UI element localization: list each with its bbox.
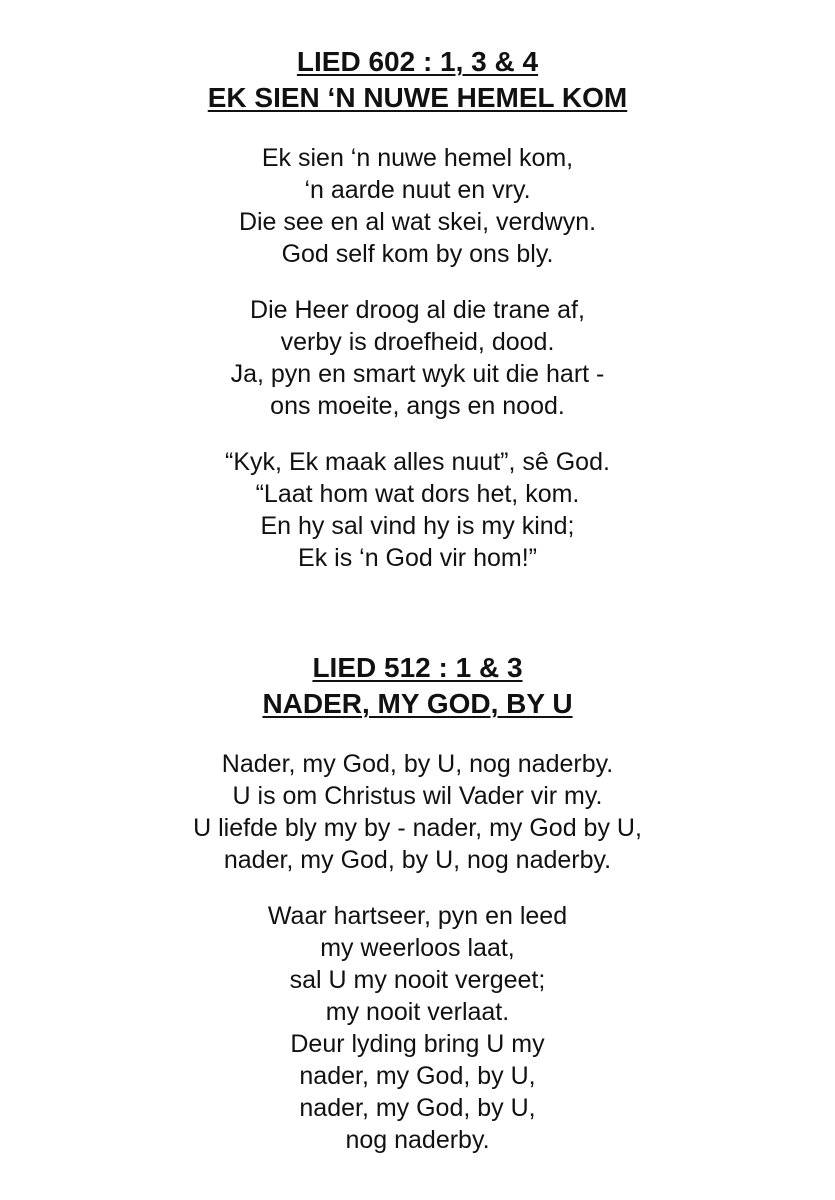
verse-line: my weerloos laat,	[320, 934, 515, 962]
verse-line: En hy sal vind hy is my kind;	[260, 512, 575, 540]
verse-line: U liefde bly my by - nader, my God by U,	[193, 814, 642, 842]
song-title: NADER, MY GOD, BY U	[262, 688, 573, 719]
verse-2	[0, 900, 835, 1156]
verse-line: Die see en al wat skei, verdwyn.	[238, 208, 597, 236]
verse-line: nog naderby.	[345, 1126, 490, 1154]
song-lied-602	[0, 44, 835, 598]
verse-line: nader, my God, by U,	[299, 1094, 536, 1122]
song-verses	[0, 142, 835, 574]
song-number-line: LIED 602 : 1, 3 & 4	[296, 46, 539, 77]
verse-line: nader, my God, by U,	[299, 1062, 536, 1090]
verse-line: Nader, my God, by U, nog naderby.	[221, 750, 614, 778]
verse-line: “Laat hom wat dors het, kom.	[255, 480, 580, 508]
verse-line: ons moeite, angs en nood.	[270, 392, 565, 420]
verse-line: ‘n aarde nuut en vry.	[304, 176, 531, 204]
verse-3	[0, 446, 835, 574]
verse-line: Die Heer droog al die trane af,	[250, 296, 585, 324]
verse-line: sal U my nooit vergeet;	[289, 966, 546, 994]
verse-line: nader, my God, by U, nog naderby.	[223, 846, 612, 874]
verse-1	[0, 748, 835, 876]
verse-line: Ek is ‘n God vir hom!”	[298, 544, 537, 572]
verse-line: verby is droefheid, dood.	[280, 328, 555, 356]
verse-line: “Kyk, Ek maak alles nuut”, sê God.	[225, 448, 610, 476]
verse-line: Ek sien ‘n nuwe hemel kom,	[261, 144, 574, 172]
verse-line: Ja, pyn en smart wyk uit die hart -	[230, 360, 605, 388]
verse-line: God self kom by ons bly.	[281, 240, 554, 268]
song-verses	[0, 748, 835, 1156]
verse-line: U is om Christus wil Vader vir my.	[232, 782, 603, 810]
song-lied-512	[0, 650, 835, 1180]
verse-line: Deur lyding bring U my	[290, 1030, 545, 1058]
verse-line: Waar hartseer, pyn en leed	[267, 902, 568, 930]
verse-2	[0, 294, 835, 422]
verse-line: my nooit verlaat.	[325, 998, 510, 1026]
verse-1	[0, 142, 835, 270]
song-number-line: LIED 512 : 1 & 3	[312, 652, 523, 683]
song-title: EK SIEN ‘N NUWE HEMEL KOM	[207, 82, 628, 113]
